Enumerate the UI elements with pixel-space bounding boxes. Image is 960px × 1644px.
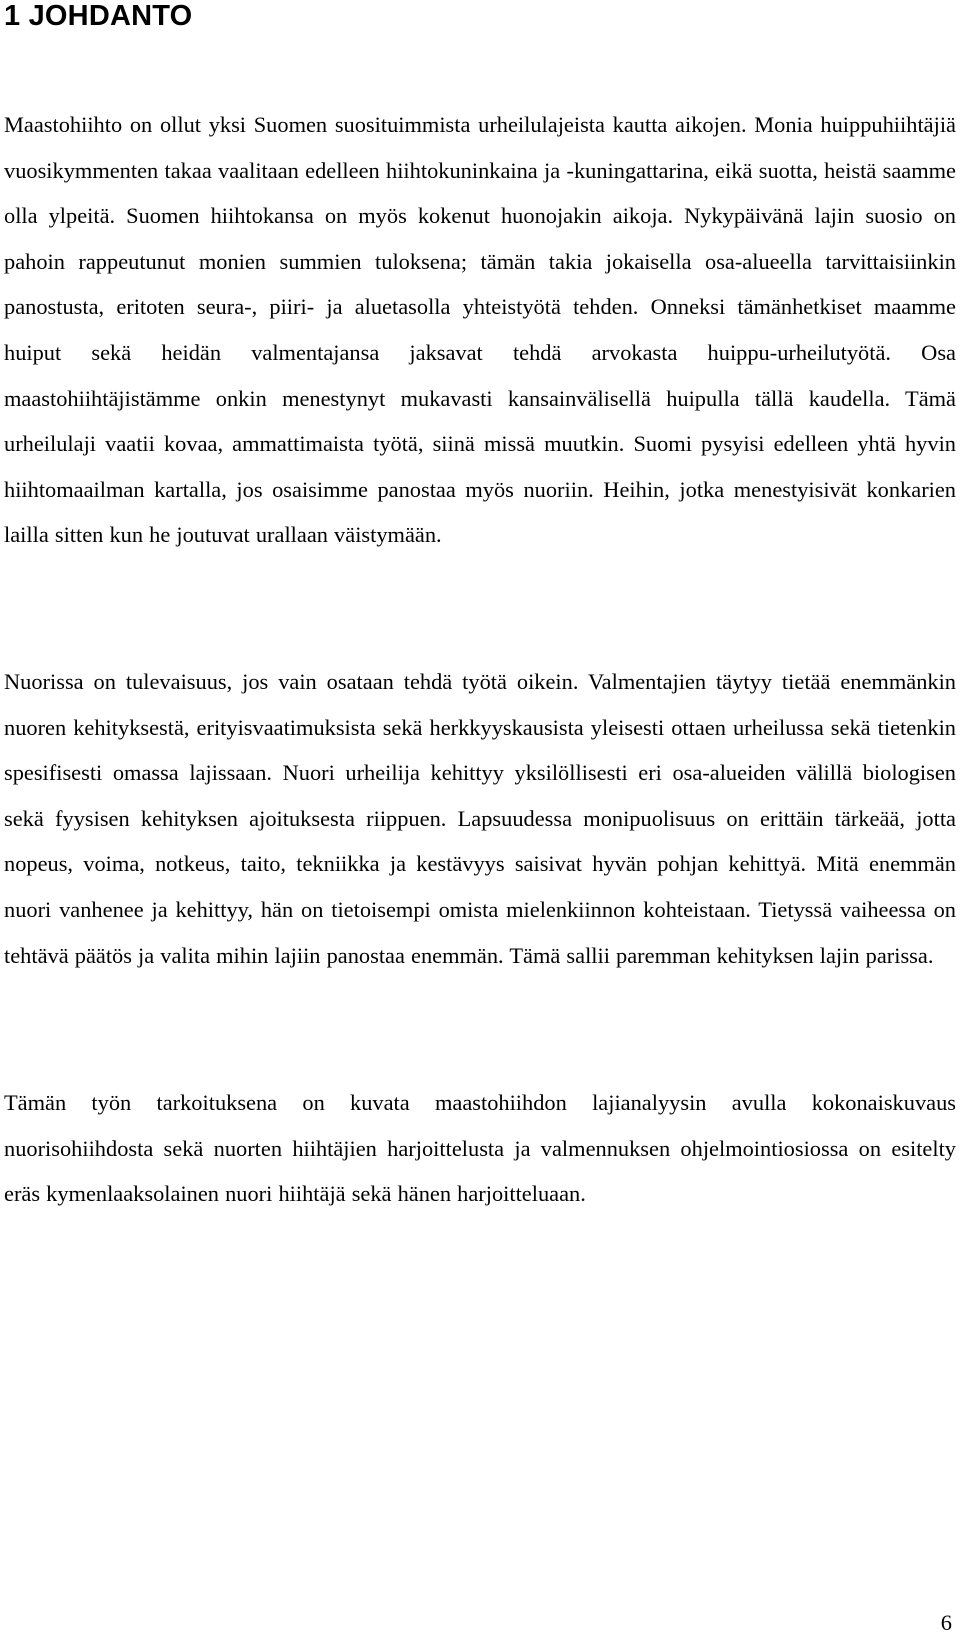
chapter-heading: 1 JOHDANTO [4,0,193,32]
body-paragraph-youth: Nuorissa on tulevaisuus, jos vain osataan tehdä työtä oikein. Valmentajien täytyy tietää enemmänkin nuoren kehityksestä, erityisvaatimuksista sekä herkkyyskausista yleisesti ottaen urheilussa sekä tietenkin spesifisesti omassa lajissaan. Nuori urheilija kehittyy yksilöllisesti eri osa-alueiden välillä biologisen sekä fyysisen kehityksen ajoituksesta riippuen. Lapsuudessa monipuolisuus on erittäin tärkeää, jotta nopeus, voima, notkeus, taito, tekniikka ja kestävyys saisivat hyvän pohjan kehittyä. Mitä enemmän nuori vanhenee ja kehittyy, hän on tietoisempi omista mielenkiinnon kohteistaan. Tietyssä vaiheessa on tehtävä päätös ja valita mihin lajiin panostaa enemmän. Tämä sallii paremman kehityksen lajin parissa. [4,669,956,968]
body-paragraph-purpose: Tämän työn tarkoituksena on kuvata maastohiihdon lajianalyysin avulla kokonaiskuvaus nuorisohiihdosta sekä nuorten hiihtäjien harjoittelusta ja valmennuksen ohjelmointiosiossa on esitelty eräs kymenlaaksolainen nuori hiihtäjä sekä hänen harjoitteluaan. [4,1090,956,1207]
body-paragraph-intro: Maastohiihto on ollut yksi Suomen suosituimmista urheilulajeista kautta aikojen. Monia huippuhiihtäjiä vuosikymmenten takaa vaalitaan edelleen hiihtokuninkaina ja -kuningattarina, eikä suotta, heistä saamme olla ylpeitä. Suomen hiihtokansa on myös kokenut huonojakin aikoja. Nykypäivänä lajin suosio on pahoin rappeutunut monien summien tuloksena; tämän takia jokaisella osa-alueella tarvittaisiinkin panostusta, eritoten seura-, piiri- ja aluetasolla yhteistyötä tehden. Onneksi tämänhetkiset maamme huiput sekä heidän valmentajansa jaksavat tehdä arvokasta huippu-urheilutyötä. Osa maastohiihtäjistämme onkin menestynyt mukavasti kansainvälisellä huipulla tällä kaudella. Tämä urheilulaji vaatii kovaa, ammattimaista työtä, siinä missä muutkin. Suomi pysyisi edelleen yhtä hyvin hiihtomaailman kartalla, jos osaisimme panostaa myös nuoriin. Heihin, jotka menestyisivät konkarien lailla sitten kun he joutuvat urallaan väistymään. [4,112,956,548]
page-number: 6 [940,1610,952,1635]
